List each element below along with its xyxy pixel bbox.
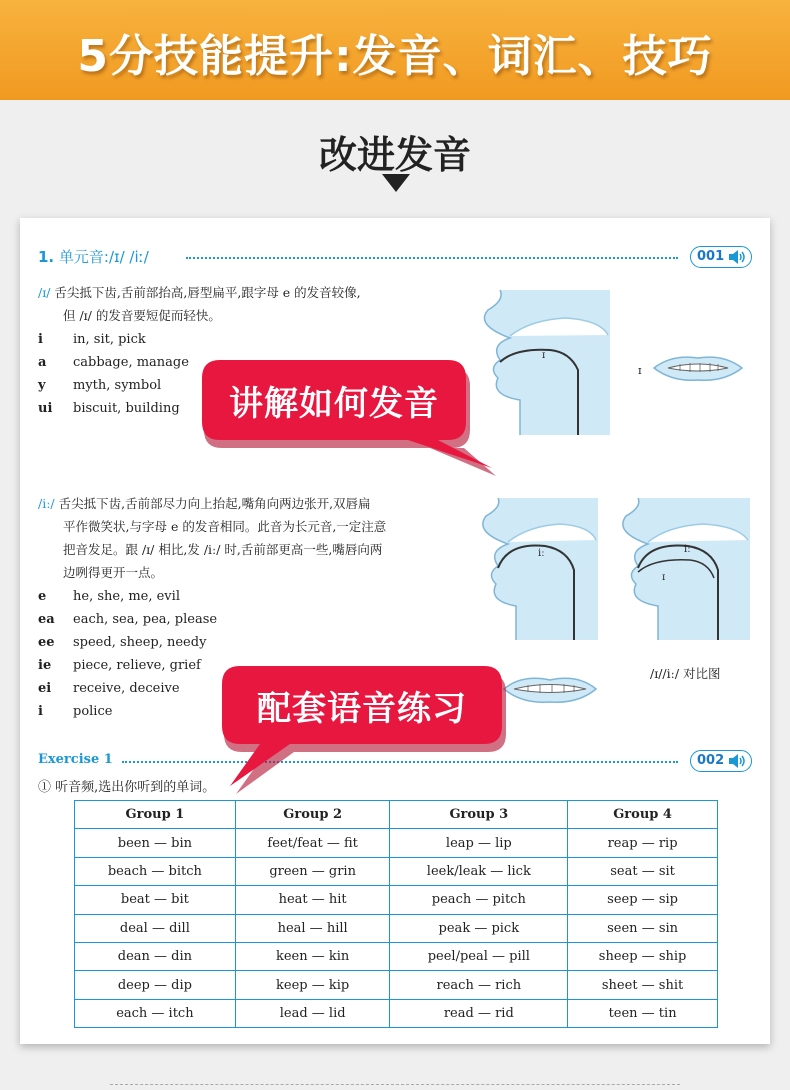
table-cell: peak — pick <box>390 914 568 942</box>
compare-label-short: ɪ <box>662 572 666 583</box>
table-row <box>75 971 718 999</box>
table-cell: read — rid <box>390 999 568 1027</box>
table-row <box>75 886 718 914</box>
lips-label: ɪ <box>638 364 642 377</box>
callout-practice-text: 配套语音练习 <box>257 688 467 729</box>
diagram-label: iː <box>538 548 545 559</box>
audio-track-badge[interactable] <box>690 246 752 268</box>
compare-label-long: iː <box>684 544 691 555</box>
table-cell: keen — kin <box>235 942 390 970</box>
word-pairs-table <box>74 800 718 1028</box>
short-i-description: /ɪ/ 舌尖抵下齿,舌前部抬高,唇型扁平,跟字母 e 的发音较像, 但 /ɪ/ 的发音要短促而轻快。 <box>38 285 361 323</box>
table-row <box>75 942 718 970</box>
short-i-symbol: /ɪ/ <box>38 285 51 300</box>
callout-explain-text: 讲解如何发音 <box>229 383 439 424</box>
down-arrow-icon <box>382 174 410 192</box>
callout-explain <box>200 358 500 478</box>
column-header: Group 1 <box>75 801 236 829</box>
table-header-row <box>75 801 718 829</box>
exercise-instruction: ① 听音频,选出你听到的单词。 <box>38 780 216 795</box>
column-header: Group 2 <box>235 801 390 829</box>
table-cell: each — itch <box>75 999 236 1027</box>
heading-title: 单元音:/ɪ/ /iː/ <box>58 248 149 266</box>
table-cell: seat — sit <box>568 857 718 885</box>
long-i-description: /iː/ 舌尖抵下齿,舌前部尽力向上抬起,嘴角向两边张开,双唇扁 平作微笑状,与字母 e 的发音相同。此音为长元音,一定注意 把音发足。跟 /ɪ/ 相比,发 /iː/ 时,舌前部更高一些,嘴唇向两 边咧得更开一点。 <box>38 496 387 580</box>
table-cell: seep — sip <box>568 886 718 914</box>
table-cell: keep — kip <box>235 971 390 999</box>
table-cell: reap — rip <box>568 829 718 857</box>
audio-track-badge[interactable] <box>690 750 752 772</box>
track-number: 002 <box>697 753 725 768</box>
comparison-caption: /ɪ//iː/ 对比图 <box>650 666 721 681</box>
table-cell: teen — tin <box>568 999 718 1027</box>
speaker-icon <box>728 250 746 264</box>
table-cell: leap — lip <box>390 829 568 857</box>
table-cell: beat — bit <box>75 886 236 914</box>
track-number: 001 <box>697 249 725 264</box>
table-cell: reach — rich <box>390 971 568 999</box>
table-cell: deal — dill <box>75 914 236 942</box>
long-i-symbol: /iː/ <box>38 496 55 511</box>
table-cell: heat — hit <box>235 886 390 914</box>
short-i-lips-icon <box>652 352 744 384</box>
callout-practice <box>220 664 510 794</box>
table-cell: sheep — ship <box>568 942 718 970</box>
table-cell: peel/peal — pill <box>390 942 568 970</box>
table-cell: seen — sin <box>568 914 718 942</box>
banner-title: 5分技能提升:发音、词汇、技巧 <box>77 31 713 82</box>
divider <box>110 1084 680 1085</box>
table-row <box>75 999 718 1027</box>
column-header: Group 4 <box>568 801 718 829</box>
table-row <box>75 857 718 885</box>
dotted-leader <box>186 257 678 259</box>
table-cell: dean — din <box>75 942 236 970</box>
comparison-mouth-diagram <box>608 498 750 640</box>
table-cell: heal — hill <box>235 914 390 942</box>
long-i-lips-icon <box>502 672 598 706</box>
table-row <box>75 914 718 942</box>
long-i-mouth-diagram <box>470 498 598 640</box>
table-cell: deep — dip <box>75 971 236 999</box>
table-cell: green — grin <box>235 857 390 885</box>
diagram-label: ɪ <box>542 350 546 361</box>
table-cell: been — bin <box>75 829 236 857</box>
exercise-title: Exercise 1 <box>38 752 113 767</box>
lesson-card: 1. 单元音:/ɪ/ /iː/ 001 /ɪ/ 舌尖抵下齿,舌前部抬高,唇型扁平,跟字母 e 的发音较像, 但 /ɪ/ 的发音要短促而轻快。 i in, sit, pick a cabbage, manage y myth, symbol ui biscuit, building ɪ ɪ /iː/ 舌尖抵下齿,舌前部尽力向上抬起,嘴角向两边张开,双唇扁 平作微笑状,与字母 e 的发音相同。此音为长元音,一定注意 把音发足。跟 /ɪ/ 相比,发 /iː/ 时,舌前部更高一些,嘴唇向两 边咧得更开一点。 e he, she, me, evil ea each, sea, pea, please ee speed, sheep, needy ie piece, relieve, grief ei receive, deceive i police iː iː ɪ /ɪ//iː/ 对比图 Exercise 1 002 ① 听音频,选出你听到的单词。 Group 1 Group 2 Group 3 Group 4 been — bin feet/feat — fit leap — lip reap — rip beach — bitch green — grin leek/leak — lick seat — sit beat — bit heat — hit peach — pitch seep — sip deal — dill heal — hill peak — pick seen — sin dean — din keen — kin peel/peal — pill sheep — ship deep — dip keep — kip reach — rich sheet — shit each — itch lead — lid read — rid teen — tin 讲解如何发音 配套语音练习 <box>20 218 770 1044</box>
section-title: 改进发音 <box>318 133 471 177</box>
table-cell: feet/feat — fit <box>235 829 390 857</box>
column-header: Group 3 <box>390 801 568 829</box>
table-cell: peach — pitch <box>390 886 568 914</box>
speaker-icon <box>728 754 746 768</box>
table-cell: leek/leak — lick <box>390 857 568 885</box>
table-cell: lead — lid <box>235 999 390 1027</box>
table-cell: beach — bitch <box>75 857 236 885</box>
table-row <box>75 829 718 857</box>
table-cell: sheet — shit <box>568 971 718 999</box>
heading-number: 1. <box>38 248 55 266</box>
top-banner <box>0 0 790 100</box>
lesson-heading <box>38 246 752 270</box>
